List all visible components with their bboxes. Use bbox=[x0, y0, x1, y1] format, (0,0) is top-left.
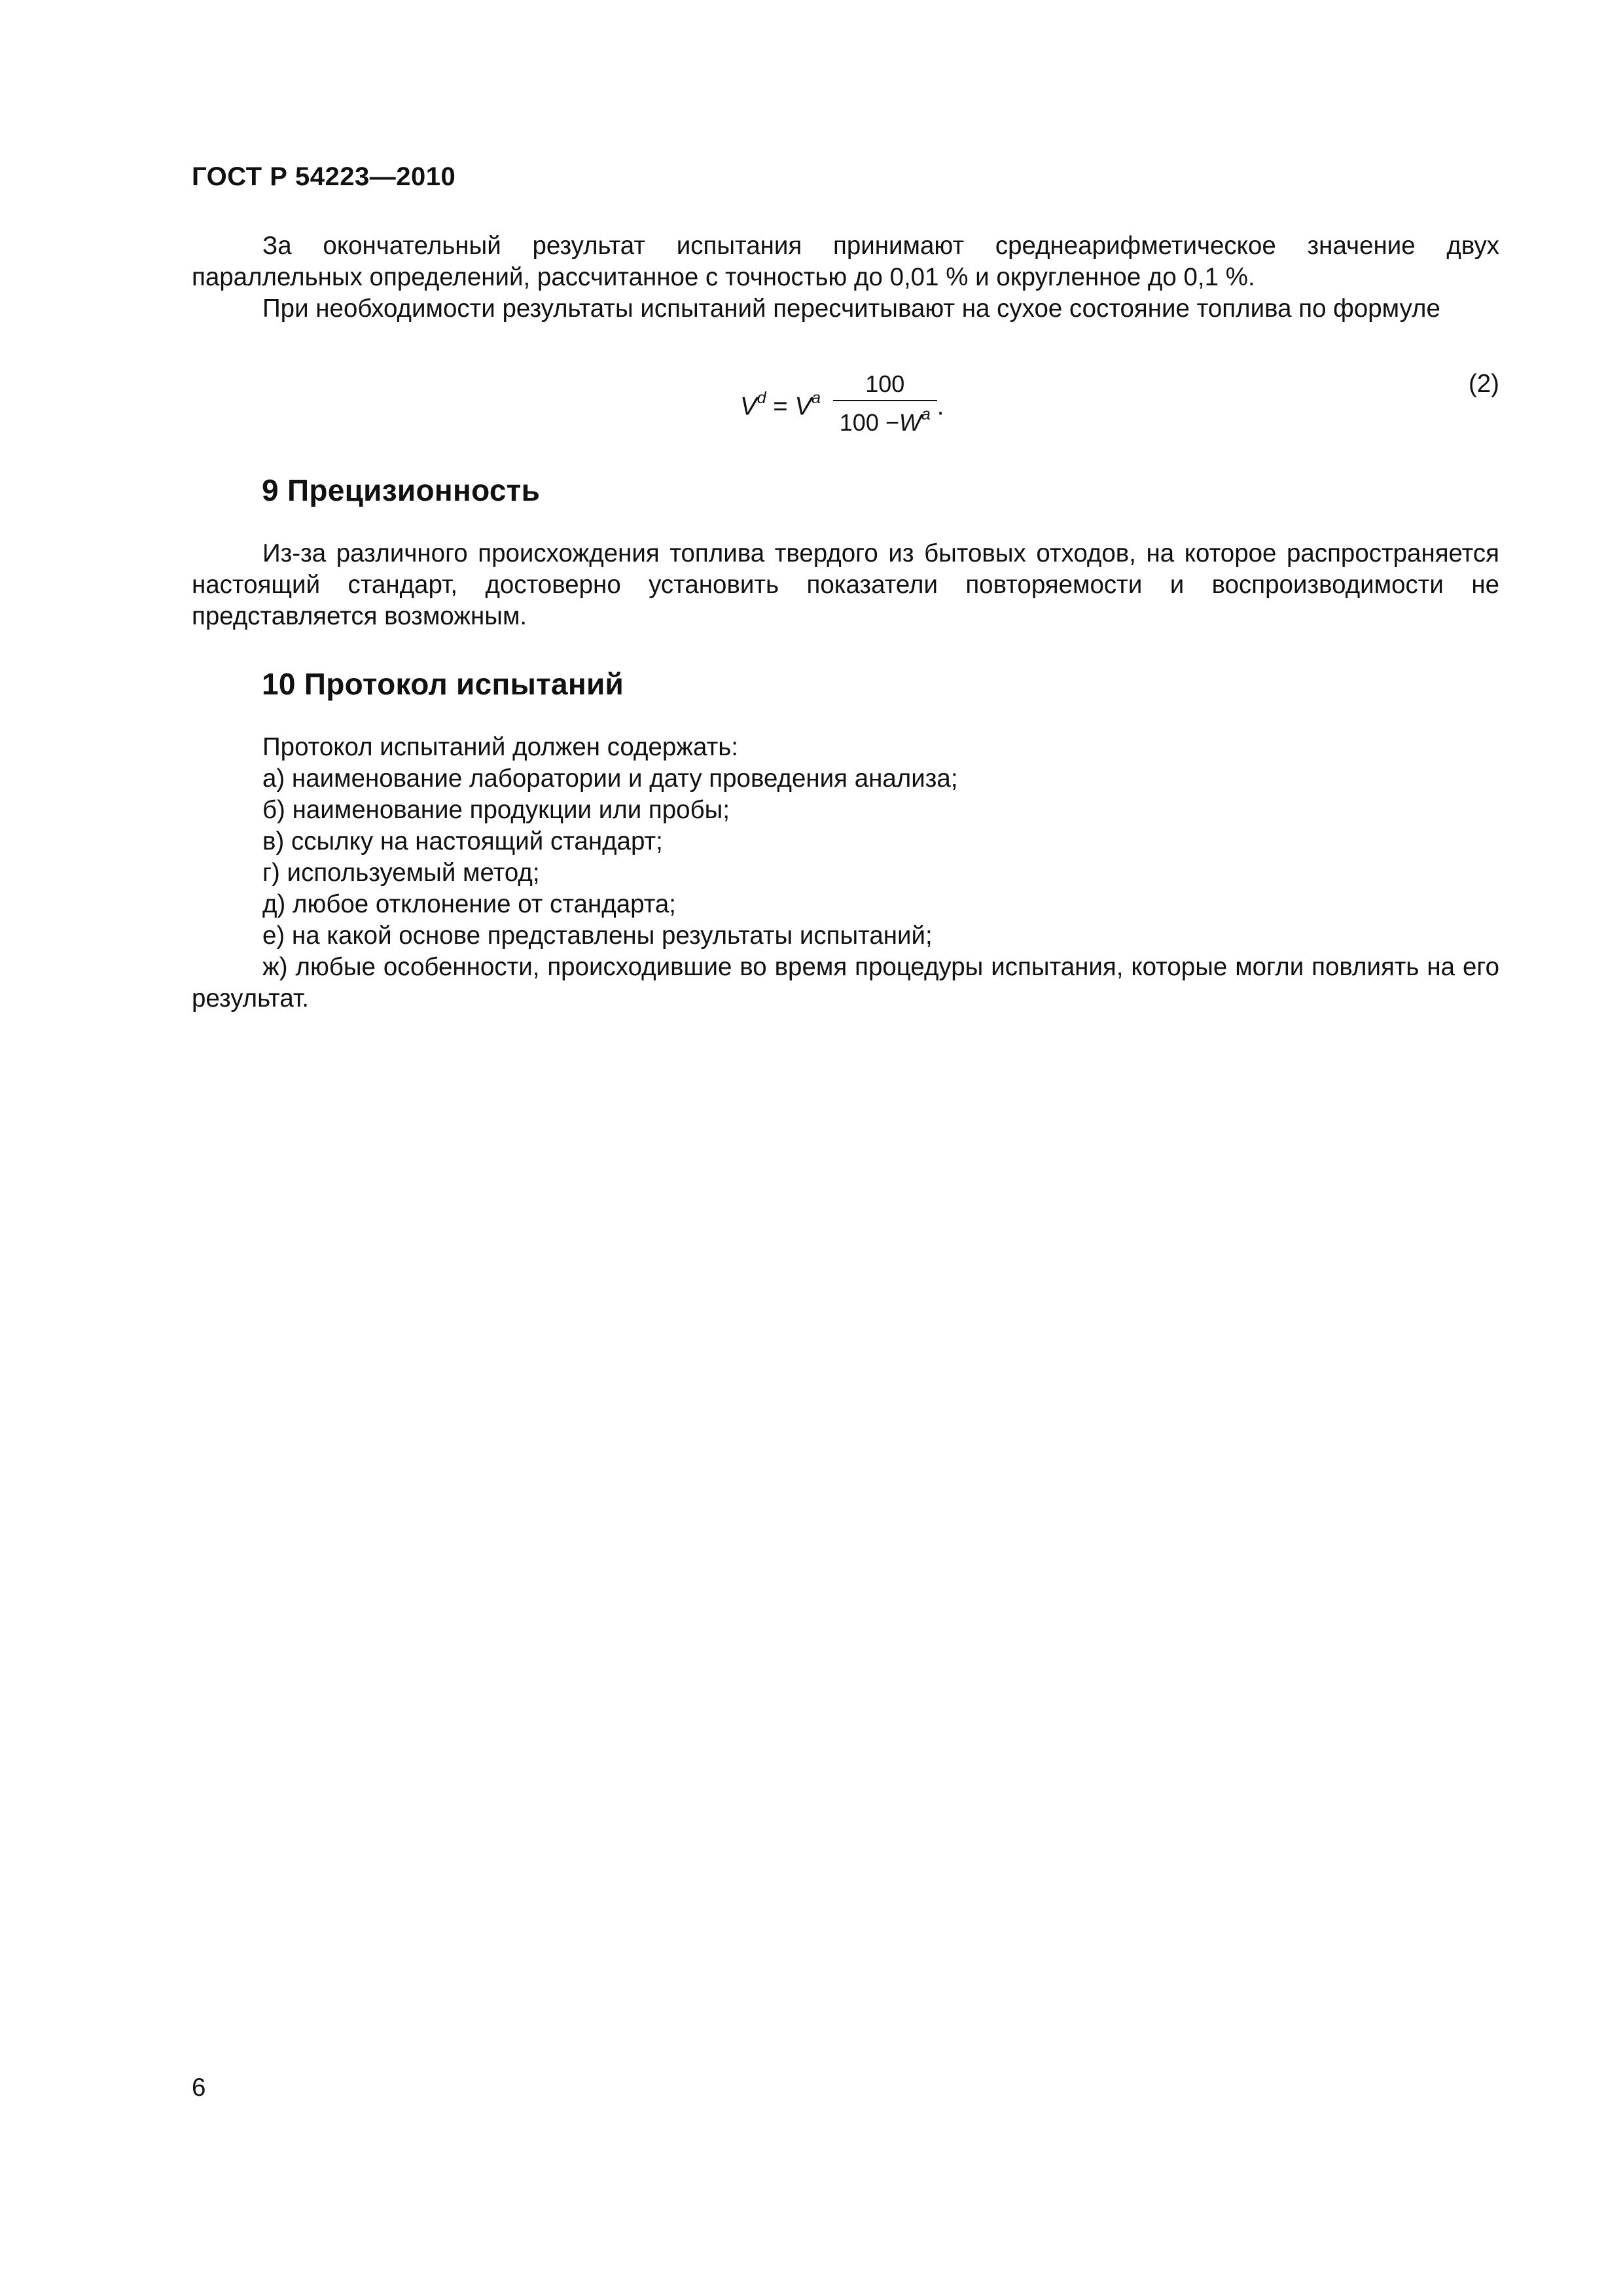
formula-lhs-sup: d bbox=[757, 388, 766, 407]
protocol-item-zh: ж) любые особенности, происходившие во время процедуры испытания, которые могли повлиять на его результат. bbox=[192, 953, 1499, 1013]
document-header: ГОСТ Р 54223—2010 bbox=[192, 162, 456, 191]
formula-number: (2) bbox=[1468, 370, 1499, 398]
formula-end-punct: . bbox=[936, 392, 944, 421]
formula-lhs-var: V bbox=[740, 392, 757, 421]
section9-heading: 9 Прецизионность bbox=[262, 473, 541, 507]
formula-row bbox=[192, 363, 1499, 435]
dry-state-paragraph: При необходимости результаты испытаний пересчитывают на сухое состояние топлива по формуле bbox=[262, 295, 1440, 323]
protocol-intro: Протокол испытаний должен содержать: bbox=[262, 733, 738, 761]
formula-rhs-var: V bbox=[794, 392, 812, 421]
section9-body bbox=[192, 538, 1499, 632]
formula-denominator bbox=[833, 401, 937, 437]
formula-den-var: W bbox=[899, 409, 921, 436]
section10-body bbox=[192, 732, 1499, 1014]
precision-paragraph: Из-за различного происхождения топлива твердого из бытовых отходов, на которое распространяется настоящий стандарт, достоверно установить показатели повторяемости и воспроизводимости не представляется возможным. bbox=[192, 539, 1499, 630]
formula-fraction bbox=[833, 371, 937, 437]
protocol-item-a: а) наименование лаборатории и дату проведения анализа; bbox=[262, 764, 958, 793]
section10-heading: 10 Протокол испытаний bbox=[262, 667, 624, 701]
protocol-item-g: г) используемый метод; bbox=[262, 859, 540, 887]
protocol-item-e: е) на какой основе представлены результаты испытаний; bbox=[262, 922, 933, 950]
protocol-item-v: в) ссылку на настоящий стандарт; bbox=[262, 827, 663, 855]
formula-den-prefix: 100 − bbox=[839, 409, 899, 436]
section8-tail bbox=[192, 230, 1499, 325]
formula-rhs-sup: a bbox=[812, 388, 821, 407]
formula-equals: = bbox=[773, 392, 788, 421]
formula-den-sup: a bbox=[921, 405, 931, 423]
formula-numerator: 100 bbox=[833, 371, 937, 401]
page-number: 6 bbox=[192, 2073, 206, 2102]
dry-state-formula bbox=[740, 370, 944, 441]
protocol-item-b: б) наименование продукции или пробы; bbox=[262, 796, 730, 824]
final-result-paragraph: За окончательный результат испытания принимают среднеарифметическое значение двух параллельных определений, рассчитанное с точностью до 0,01 % и округленное до 0,1 %. bbox=[192, 232, 1499, 291]
protocol-item-d: д) любое отклонение от стандарта; bbox=[262, 890, 676, 918]
